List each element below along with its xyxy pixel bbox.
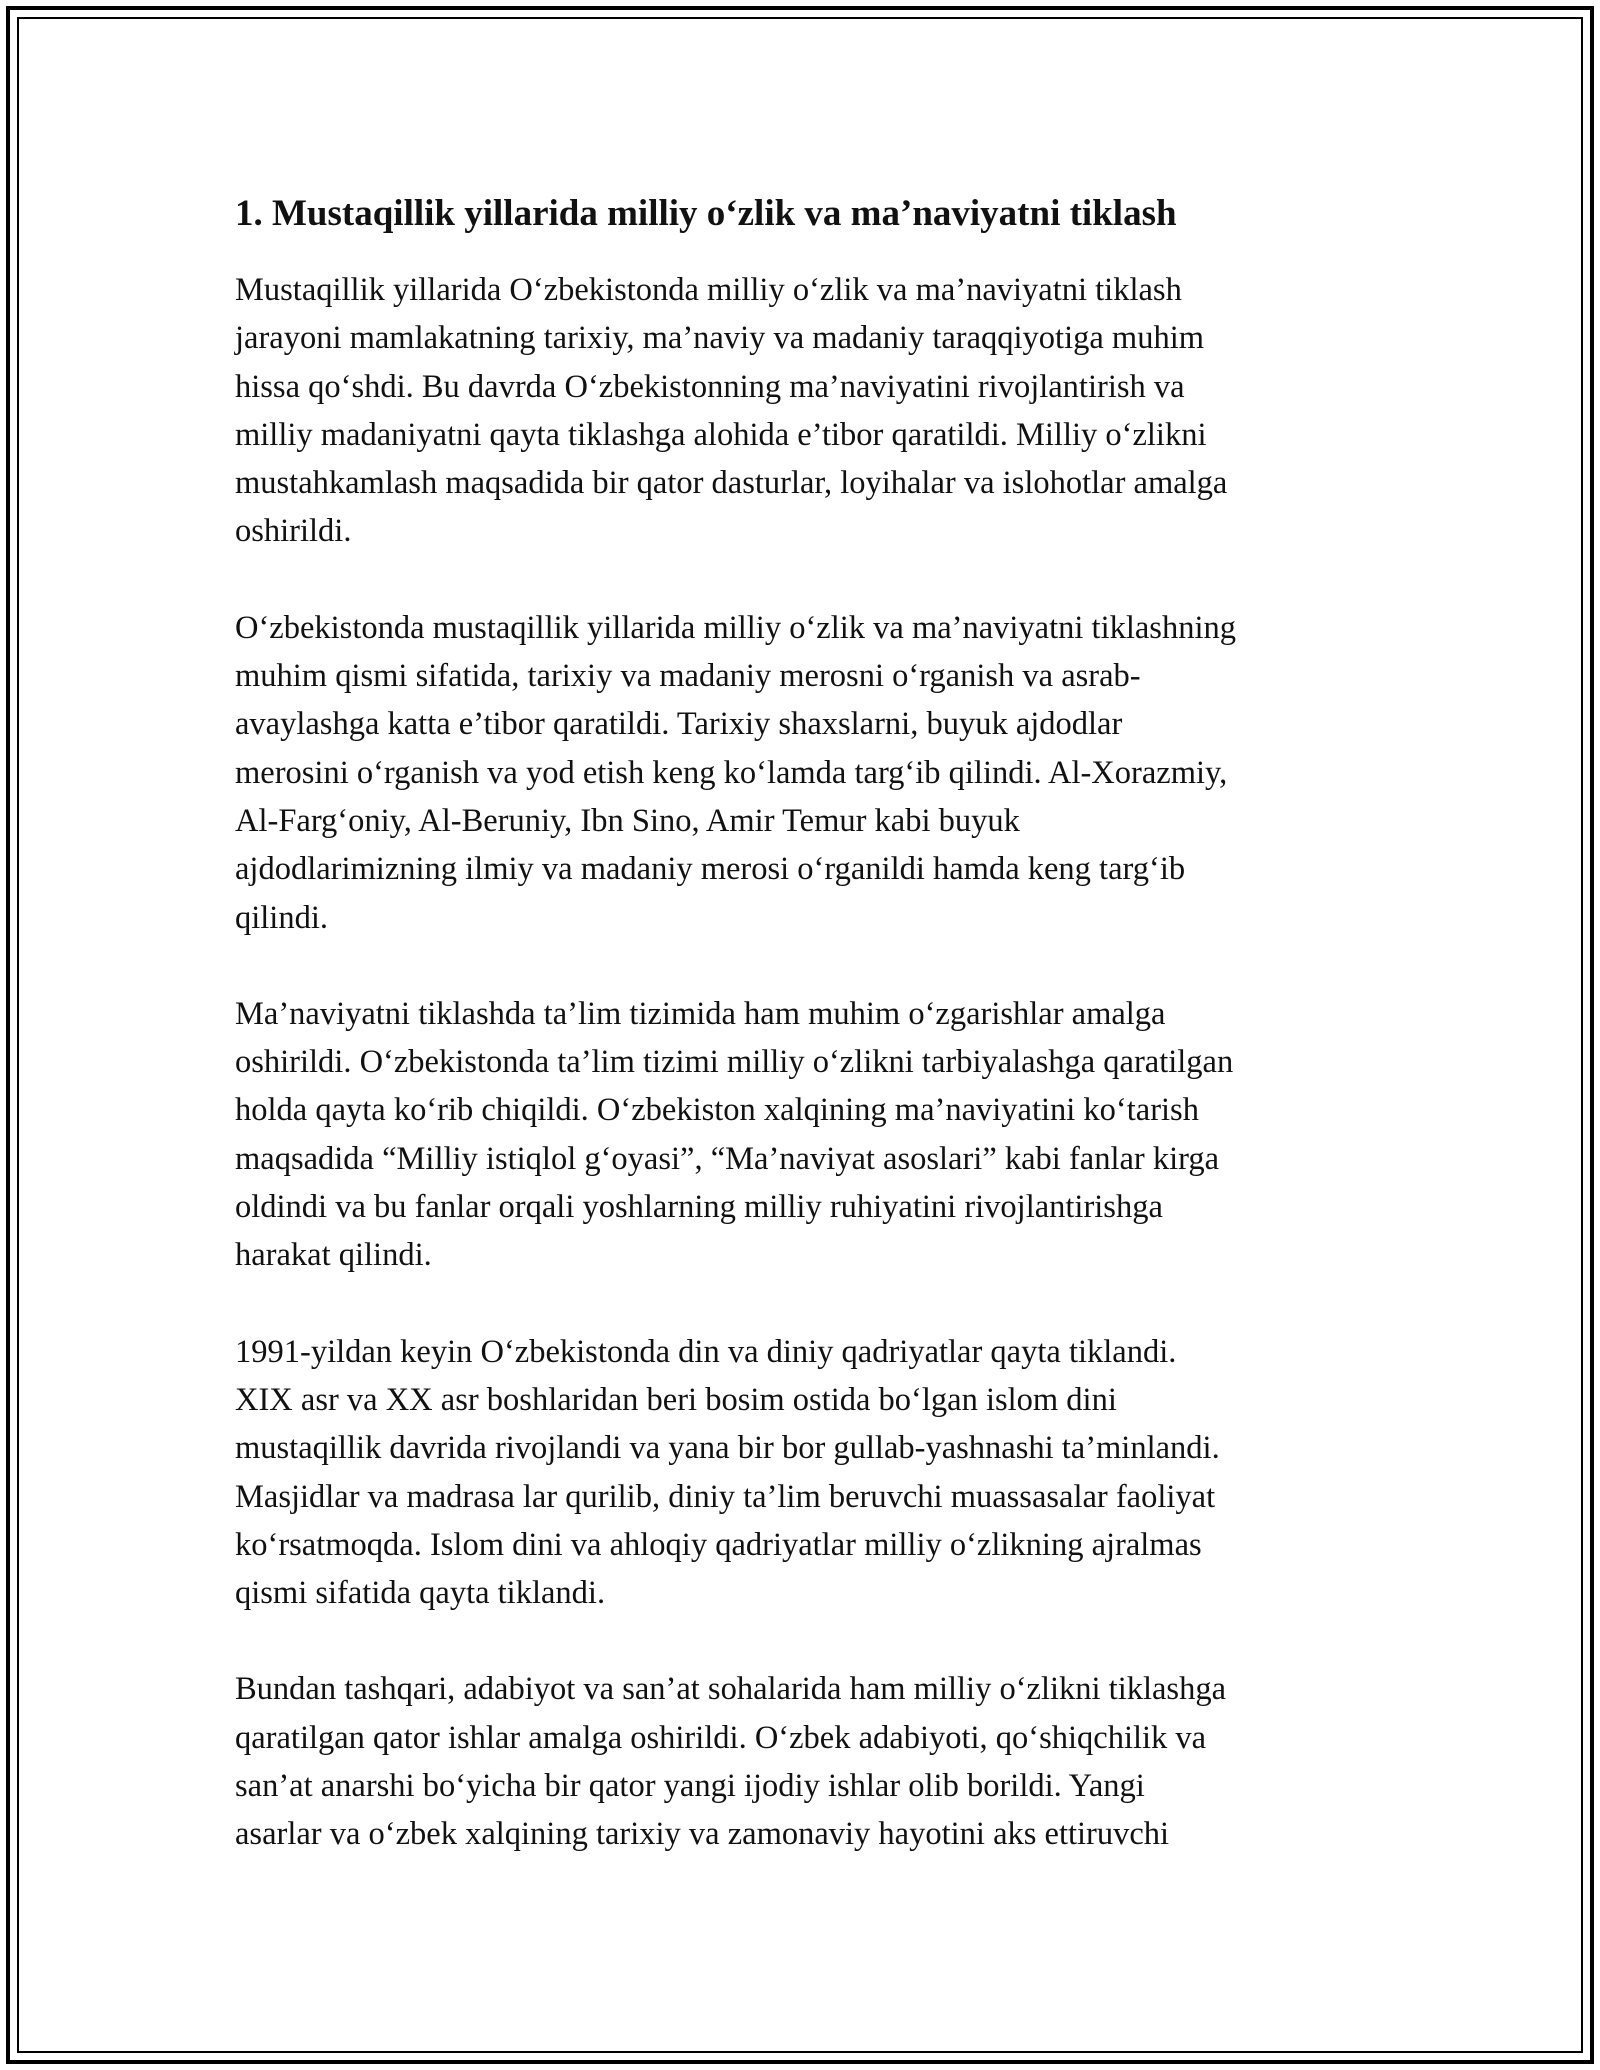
paragraph-line: Bundan tashqari, adabiyot va san’at sohalarida ham milliy o‘zlikni tiklashga	[235, 1671, 1226, 1708]
paragraph	[235, 1328, 1370, 1618]
paragraph-line: XIX asr va XX asr boshlaridan beri bosim ostida bo‘lgan islom dini	[235, 1381, 1117, 1418]
paragraph-line: Masjidlar va madrasa lar qurilib, diniy ta’lim beruvchi muassasalar faoliyat	[235, 1478, 1216, 1515]
paragraph-line: O‘zbekistonda mustaqillik yillarida milliy o‘zlik va ma’naviyatni tiklashning	[235, 609, 1236, 646]
paragraph-list	[235, 266, 1370, 1859]
paragraph-line: ko‘rsatmoqda. Islom dini va ahloqiy qadriyatlar milliy o‘zlikning ajralmas	[235, 1526, 1202, 1563]
paragraph-line: Al-Farg‘oniy, Al-Beruniy, Ibn Sino, Amir Temur kabi buyuk	[235, 802, 1020, 839]
paragraph-line: asarlar va o‘zbek xalqining tarixiy va zamonaviy hayotini aks ettiruvchi	[235, 1816, 1170, 1853]
document-body	[235, 186, 1370, 1907]
paragraph-line: jarayoni mamlakatning tarixiy, ma’naviy va madaniy taraqqiyotiga muhim	[235, 320, 1205, 357]
paragraph-line: qismi sifatida qayta tiklandi.	[235, 1575, 606, 1612]
paragraph-line: harakat qilindi.	[235, 1237, 432, 1274]
paragraph-line: maqsadida “Milliy istiqlol g‘oyasi”, “Ma’naviyat asoslari” kabi fanlar kirga	[235, 1140, 1220, 1177]
paragraph	[235, 604, 1370, 942]
paragraph-line: milliy madaniyatni qayta tiklashga alohida e’tibor qaratildi. Milliy o‘zlikni	[235, 416, 1207, 453]
paragraph-line: qilindi.	[235, 899, 328, 936]
paragraph-line: oshirildi.	[235, 513, 352, 550]
paragraph-line: oshirildi. O‘zbekistonda ta’lim tizimi milliy o‘zlikni tarbiyalashga qaratilgan	[235, 1044, 1234, 1081]
paragraph-line: ajdodlarimizning ilmiy va madaniy merosi o‘rganildi hamda keng targ‘ib	[235, 851, 1186, 888]
paragraph-line: Ma’naviyatni tiklashda ta’lim tizimida ham muhim o‘zgarishlar amalga	[235, 995, 1166, 1032]
paragraph-line: san’at anarshi bo‘yicha bir qator yangi ijodiy ishlar olib borildi. Yangi	[235, 1768, 1145, 1805]
paragraph-line: qaratilgan qator ishlar amalga oshirildi. O‘zbek adabiyoti, qo‘shiqchilik va	[235, 1719, 1207, 1756]
paragraph-line: merosini o‘rganish va yod etish keng ko‘lamda targ‘ib qilindi. Al-Xorazmiy,	[235, 754, 1228, 791]
paragraph-line: holda qayta ko‘rib chiqildi. O‘zbekiston xalqining ma’naviyatini ko‘tarish	[235, 1092, 1199, 1129]
paragraph-line: mustahkamlash maqsadida bir qator dasturlar, loyihalar va islohotlar amalga	[235, 465, 1228, 502]
section-heading: 1. Mustaqillik yillarida milliy o‘zlik va ma’naviyatni tiklash	[235, 193, 1177, 234]
paragraph	[235, 266, 1370, 556]
paragraph-line: oldindi va bu fanlar orqali yoshlarning milliy ruhiyatini rivojlantirishga	[235, 1189, 1163, 1226]
paragraph-line: mustaqillik davrida rivojlandi va yana bir bor gullab-yashnashi ta’minlandi.	[235, 1430, 1220, 1467]
paragraph-line: avaylashga katta e’tibor qaratildi. Tarixiy shaxslarni, buyuk ajdodlar	[235, 706, 1123, 743]
paragraph	[235, 1665, 1370, 1858]
paragraph-line: hissa qo‘shdi. Bu davrda O‘zbekistonning ma’naviyatini rivojlantirish va	[235, 368, 1185, 405]
paragraph-line: muhim qismi sifatida, tarixiy va madaniy merosni o‘rganish va asrab-	[235, 658, 1141, 695]
paragraph	[235, 990, 1370, 1280]
paragraph-line: 1991-yildan keyin O‘zbekistonda din va diniy qadriyatlar qayta tiklandi.	[235, 1333, 1177, 1370]
paragraph-line: Mustaqillik yillarida O‘zbekistonda milliy o‘zlik va ma’naviyatni tiklash	[235, 272, 1182, 308]
